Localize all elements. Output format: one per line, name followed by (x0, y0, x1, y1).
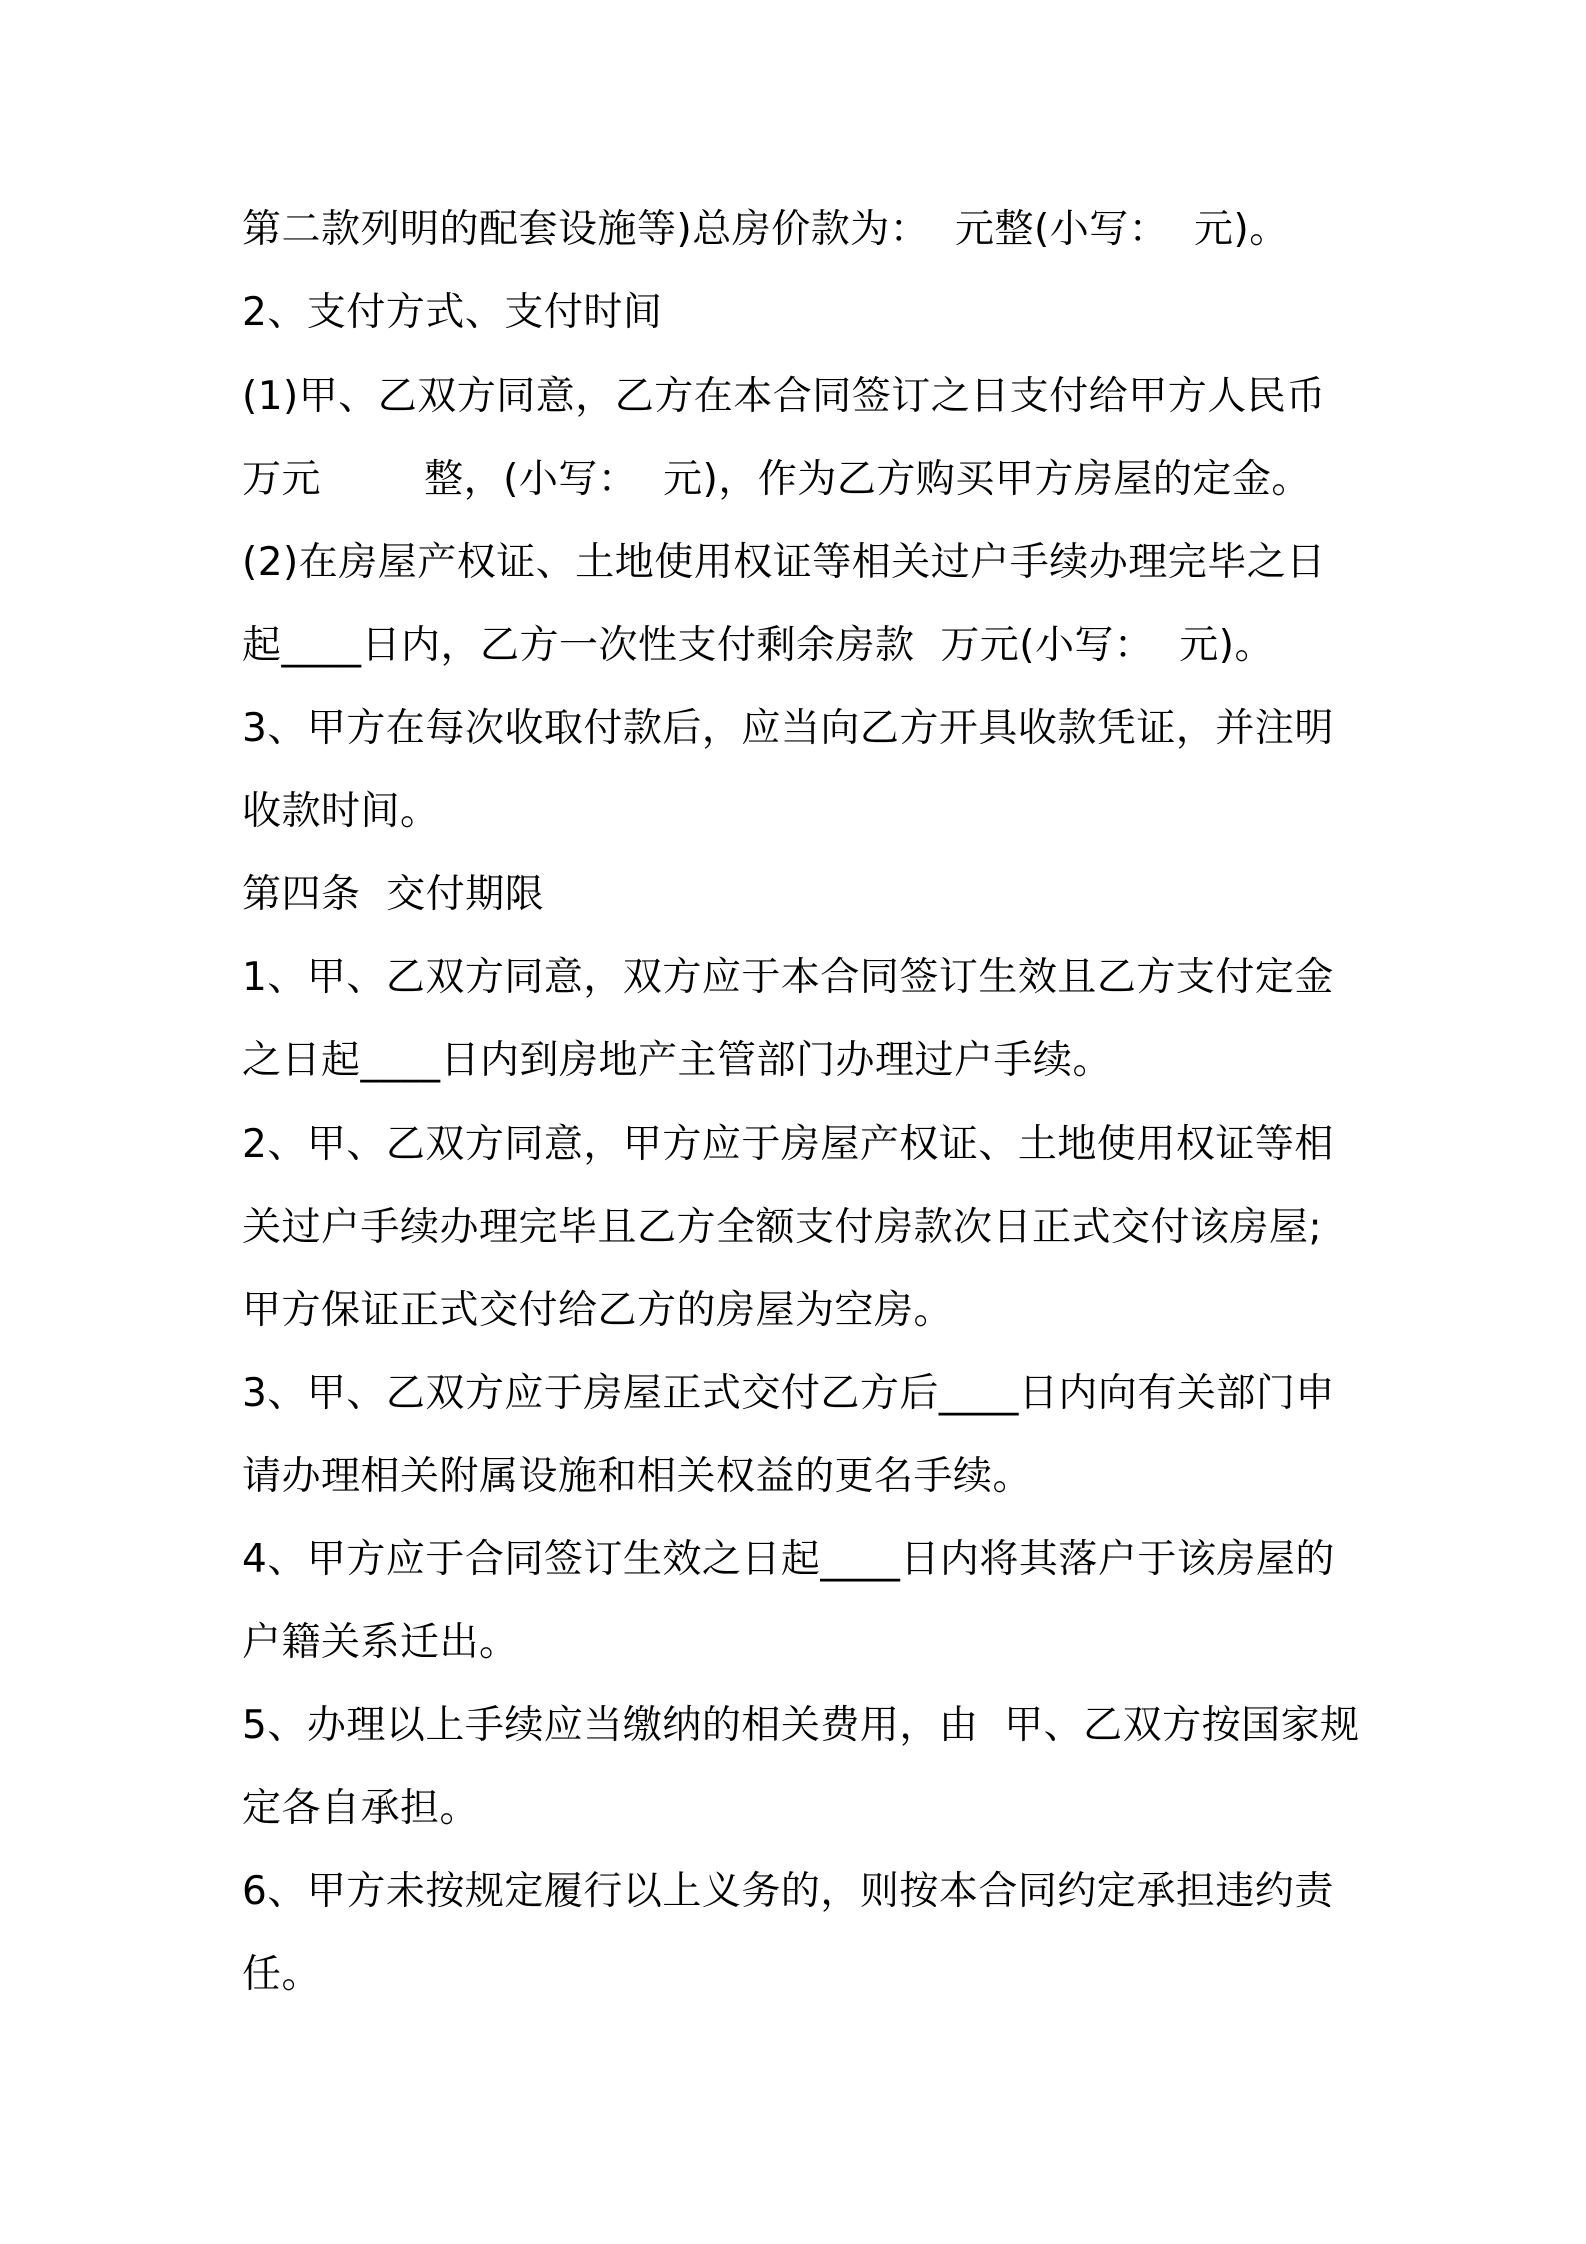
text-line: 第二款列明的配套设施等)总房价款为： 元整(小写： 元)。 (242, 207, 1289, 252)
text-line: 起____日内，乙方一次性支付剩余房款 万元(小写： 元)。 (242, 623, 1275, 668)
text-line: 收款时间。 (242, 789, 440, 834)
text-line: 请办理相关附属设施和相关权益的更名手续。 (242, 1454, 1033, 1499)
text-line: 甲方保证正式交付给乙方的房屋为空房。 (242, 1288, 954, 1333)
text-line: 3、甲方在每次收取付款后，应当向乙方开具收款凭证，并注明 (242, 706, 1334, 751)
text-line: 6、甲方未按规定履行以上义务的，则按本合同约定承担违约责 (242, 1869, 1334, 1914)
text-line: 2、甲、乙双方同意，甲方应于房屋产权证、土地使用权证等相 (242, 1122, 1334, 1167)
text-line: 户籍关系迁出。 (242, 1620, 519, 1665)
section-heading: 第四条 交付期限 (242, 872, 545, 917)
text-line: 任。 (242, 1952, 322, 1997)
text-line: 1、甲、乙双方同意，双方应于本合同签订生效且乙方支付定金 (242, 955, 1334, 1000)
text-line: 关过户手续办理完毕且乙方全额支付房款次日正式交付该房屋; (242, 1205, 1323, 1250)
text-line: 万元 整，(小写： 元)，作为乙方购买甲方房屋的定金。 (242, 457, 1311, 502)
text-line: (1)甲、乙双方同意，乙方在本合同签订之日支付给甲方人民币 (242, 374, 1326, 419)
text-line: 2、支付方式、支付时间 (242, 290, 663, 335)
text-line: 定各自承担。 (242, 1786, 480, 1831)
text-line: 之日起____日内到房地产主管部门办理过户手续。 (242, 1038, 1113, 1083)
text-line: 4、甲方应于合同签订生效之日起____日内将其落户于该房屋的 (242, 1537, 1335, 1582)
text-line: 5、办理以上手续应当缴纳的相关费用，由 甲、乙双方按国家规 (242, 1703, 1360, 1748)
text-line: (2)在房屋产权证、土地使用权证等相关过户手续办理完毕之日 (242, 540, 1326, 585)
text-line: 3、甲、乙双方应于房屋正式交付乙方后____日内向有关部门申 (242, 1371, 1335, 1416)
